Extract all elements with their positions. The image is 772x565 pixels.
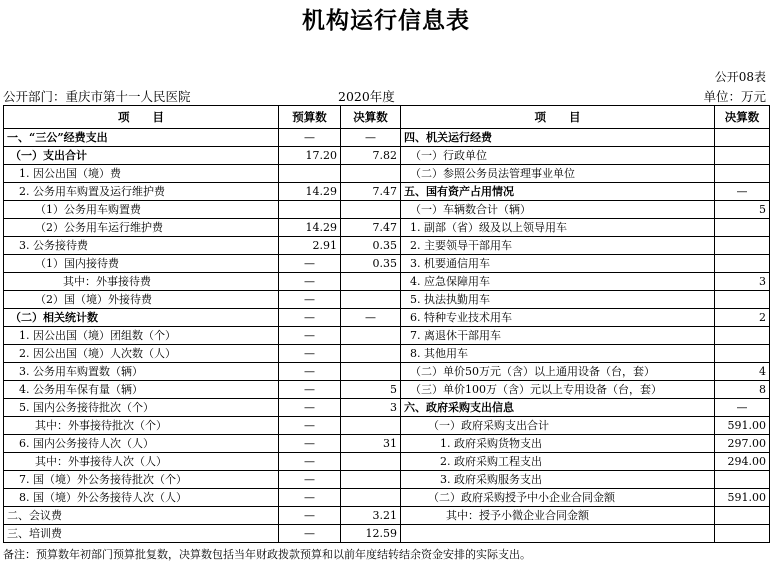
table-row: [4, 273, 770, 291]
table-row: [4, 183, 770, 201]
row-item-left: 三、培训费: [4, 525, 279, 543]
row-budget: —: [279, 291, 341, 309]
unit-label: 单位：万元: [703, 89, 766, 104]
row-budget: —: [279, 309, 341, 327]
table-row: [4, 381, 770, 399]
row-final-left: [341, 471, 401, 489]
row-final-left: [341, 273, 401, 291]
row-final-left: 0.35: [341, 255, 401, 273]
row-budget: 14.29: [279, 219, 341, 237]
row-final-right: 3: [715, 273, 770, 291]
row-final-right: [715, 525, 770, 543]
row-budget: —: [279, 489, 341, 507]
row-item-right: 4. 应急保障用车: [401, 273, 715, 291]
row-final-left: —: [341, 309, 401, 327]
row-budget: 17.20: [279, 147, 341, 165]
row-final-right: 591.00: [715, 417, 770, 435]
row-item-left: （二）相关统计数: [4, 309, 279, 327]
row-item-left: 1. 因公出国（境）费: [4, 165, 279, 183]
row-budget: —: [279, 273, 341, 291]
table-row: [4, 237, 770, 255]
row-item-left: 其中：外事接待批次（个）: [4, 417, 279, 435]
row-item-right: （二）政府采购授予中小企业合同金额: [401, 489, 715, 507]
row-item-right: 1. 副部（省）级及以上领导用车: [401, 219, 715, 237]
department-label: 公开部门：重庆市第十一人民医院: [3, 89, 191, 104]
row-item-right: 5. 执法执勤用车: [401, 291, 715, 309]
row-final-right: [715, 237, 770, 255]
row-final-left: 3: [341, 399, 401, 417]
row-budget: 2.91: [279, 237, 341, 255]
table-row: [4, 525, 770, 543]
row-final-left: [341, 201, 401, 219]
row-budget: [279, 165, 341, 183]
row-budget: —: [279, 129, 341, 147]
row-final-left: [341, 291, 401, 309]
row-budget: —: [279, 381, 341, 399]
row-final-right: [715, 327, 770, 345]
footnote: 备注：预算数年初部门预算批复数，决算数包括当年财政拨款预算和以前年度结转结余资金安排的实际支出。: [3, 548, 531, 561]
row-final-right: 4: [715, 363, 770, 381]
table-row: [4, 507, 770, 525]
table-row: [4, 147, 770, 165]
table-row: [4, 471, 770, 489]
row-final-left: [341, 327, 401, 345]
row-item-left: 8. 国（境）外公务接待人次（人）: [4, 489, 279, 507]
row-item-right: 2. 政府采购工程支出: [401, 453, 715, 471]
table-row: [4, 435, 770, 453]
row-final-right: [715, 507, 770, 525]
info-table: [3, 105, 770, 543]
row-item-right: 其中：授予小微企业合同金额: [401, 507, 715, 525]
row-item-right: （一）行政单位: [401, 147, 715, 165]
row-item-left: 其中：外事接待人次（人）: [4, 453, 279, 471]
row-final-right: —: [715, 183, 770, 201]
form-number: 公开08表: [714, 70, 766, 84]
row-final-right: 297.00: [715, 435, 770, 453]
table-row: [4, 165, 770, 183]
table-row: [4, 453, 770, 471]
table-row: [4, 489, 770, 507]
row-final-right: 8: [715, 381, 770, 399]
row-final-right: —: [715, 399, 770, 417]
row-item-left: （2）国（境）外接待费: [4, 291, 279, 309]
table-header-row: [4, 106, 770, 129]
row-final-right: [715, 291, 770, 309]
table-row: [4, 201, 770, 219]
row-final-left: [341, 363, 401, 381]
row-item-left: 3. 公务用车购置数（辆）: [4, 363, 279, 381]
row-item-right: [401, 525, 715, 543]
table-row: [4, 399, 770, 417]
table-row: [4, 363, 770, 381]
row-final-right: [715, 345, 770, 363]
table-row: [4, 417, 770, 435]
header-final-right: 决算数: [715, 106, 770, 129]
row-budget: —: [279, 399, 341, 417]
row-final-left: 7.82: [341, 147, 401, 165]
row-final-right: 294.00: [715, 453, 770, 471]
row-item-right: 6. 特种专业技术用车: [401, 309, 715, 327]
row-final-right: 5: [715, 201, 770, 219]
row-final-right: [715, 255, 770, 273]
row-item-left: 2. 因公出国（境）人次数（人）: [4, 345, 279, 363]
row-item-left: （2）公务用车运行维护费: [4, 219, 279, 237]
row-final-right: [715, 129, 770, 147]
row-item-right: 8. 其他用车: [401, 345, 715, 363]
table-row: [4, 255, 770, 273]
row-item-right: （一）政府采购支出合计: [401, 417, 715, 435]
row-budget: —: [279, 507, 341, 525]
row-item-right: 2. 主要领导干部用车: [401, 237, 715, 255]
row-final-left: 31: [341, 435, 401, 453]
row-item-right: 五、国有资产占用情况: [401, 183, 715, 201]
row-final-left: 5: [341, 381, 401, 399]
row-budget: —: [279, 345, 341, 363]
row-final-left: 3.21: [341, 507, 401, 525]
row-item-left: 4. 公务用车保有量（辆）: [4, 381, 279, 399]
row-budget: 14.29: [279, 183, 341, 201]
row-budget: —: [279, 417, 341, 435]
row-item-right: 六、政府采购支出信息: [401, 399, 715, 417]
row-item-right: 1. 政府采购货物支出: [401, 435, 715, 453]
row-item-right: 3. 机要通信用车: [401, 255, 715, 273]
row-item-right: 四、机关运行经费: [401, 129, 715, 147]
row-final-right: 2: [715, 309, 770, 327]
row-item-left: 1. 因公出国（境）团组数（个）: [4, 327, 279, 345]
row-budget: —: [279, 435, 341, 453]
row-final-left: [341, 489, 401, 507]
header-item-left: 项 目: [4, 106, 279, 129]
row-item-right: （二）参照公务员法管理事业单位: [401, 165, 715, 183]
row-final-right: [715, 165, 770, 183]
row-final-right: 591.00: [715, 489, 770, 507]
table-row: [4, 345, 770, 363]
header-final-left: 决算数: [341, 106, 401, 129]
table-row: [4, 309, 770, 327]
row-final-left: —: [341, 129, 401, 147]
row-final-right: [715, 219, 770, 237]
row-final-left: [341, 165, 401, 183]
row-budget: —: [279, 255, 341, 273]
header-item-right: 项 目: [401, 106, 715, 129]
row-final-right: [715, 471, 770, 489]
row-item-left: （一）支出合计: [4, 147, 279, 165]
row-final-left: 7.47: [341, 219, 401, 237]
row-final-left: 7.47: [341, 183, 401, 201]
row-final-left: [341, 345, 401, 363]
row-final-left: 12.59: [341, 525, 401, 543]
row-item-right: 3. 政府采购服务支出: [401, 471, 715, 489]
table-row: [4, 327, 770, 345]
row-item-left: 7. 国（境）外公务接待批次（个）: [4, 471, 279, 489]
table-row: [4, 129, 770, 147]
row-budget: —: [279, 453, 341, 471]
row-final-left: [341, 417, 401, 435]
row-budget: —: [279, 327, 341, 345]
row-budget: [279, 201, 341, 219]
row-item-left: 其中：外事接待费: [4, 273, 279, 291]
row-item-left: 一、“三公”经费支出: [4, 129, 279, 147]
row-final-right: [715, 147, 770, 165]
row-item-right: （一）车辆数合计（辆）: [401, 201, 715, 219]
row-budget: —: [279, 471, 341, 489]
row-item-left: （1）公务用车购置费: [4, 201, 279, 219]
row-item-left: 5. 国内公务接待批次（个）: [4, 399, 279, 417]
header-budget: 预算数: [279, 106, 341, 129]
row-final-left: 0.35: [341, 237, 401, 255]
row-final-left: [341, 453, 401, 471]
row-item-right: （二）单价50万元（含）以上通用设备（台，套）: [401, 363, 715, 381]
table-row: [4, 219, 770, 237]
row-item-right: （三）单价100万（含）元以上专用设备（台，套）: [401, 381, 715, 399]
row-budget: —: [279, 363, 341, 381]
row-budget: —: [279, 525, 341, 543]
row-item-left: 3. 公务接待费: [4, 237, 279, 255]
row-item-left: 6. 国内公务接待人次（人）: [4, 435, 279, 453]
row-item-left: 二、会议费: [4, 507, 279, 525]
row-item-left: 2. 公务用车购置及运行维护费: [4, 183, 279, 201]
table-row: [4, 291, 770, 309]
row-item-right: 7. 离退休干部用车: [401, 327, 715, 345]
row-item-left: （1）国内接待费: [4, 255, 279, 273]
page-title: 机构运行信息表: [302, 8, 470, 34]
year-label: 2020年度: [338, 89, 395, 104]
